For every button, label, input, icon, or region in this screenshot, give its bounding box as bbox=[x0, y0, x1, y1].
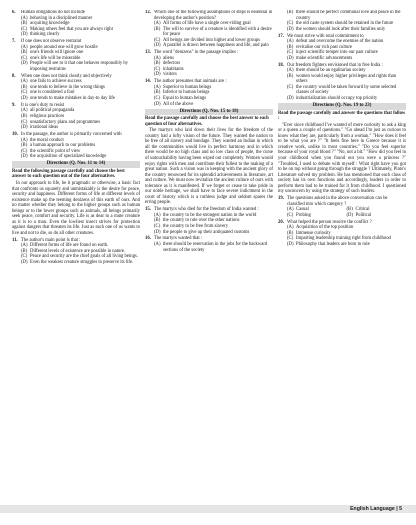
option-label: (D) bbox=[21, 95, 28, 101]
option-list bbox=[154, 213, 273, 235]
option-label: (B) bbox=[287, 230, 294, 236]
question-number: 12. bbox=[145, 10, 151, 15]
option-label: (C) bbox=[287, 50, 294, 56]
option-label: (A) bbox=[21, 108, 28, 114]
directions-text: Read the passage carefully and choose the best answer to each question of four alternatives. bbox=[145, 116, 269, 127]
answer-option bbox=[287, 10, 406, 21]
question-line bbox=[145, 10, 273, 21]
passage-text: "Ever since childhood I've wanted of more curiosity to ask a king or a queen a couple of questions." "Go ahead I'm just as curious to know what they are, particularly from a woman." "How does it feel to be what you are ?" "It feels fine here in Greece because it is creative work, unlike in most countries." "Do you feel superior because of your royal blood ?" "No, not a bit." "How did you feel in your childhood when you found out you were a princess ?" "Troubled, I used to debate with myself : What right have you got to be on top without going through the struggle ? Ultimately, Plato's Literature solved my problem. He has mentioned that each class of society has its own functions and accordingly, leaders in order to perform them had to be trained for it from childhood. I questioned my unconcern by using the strategy of such leaders. bbox=[278, 122, 406, 195]
answer-option bbox=[21, 154, 140, 160]
option-label: (A) bbox=[21, 79, 28, 85]
directions-header: Directions (Q. Nos. 19 to 23) bbox=[278, 103, 406, 110]
option-label: (C) bbox=[287, 21, 294, 27]
option-list bbox=[21, 243, 140, 265]
option-label: (C) bbox=[287, 236, 294, 242]
option-label: (D) bbox=[21, 61, 28, 67]
option-text: irrational ideas bbox=[30, 125, 58, 131]
option-label: (D) bbox=[287, 241, 294, 247]
option-label: (B) bbox=[21, 84, 28, 90]
option-text: defeat and overcome the enemies of the nation bbox=[296, 39, 384, 45]
question-number: 15. bbox=[145, 207, 151, 213]
option-pair-left bbox=[287, 213, 347, 219]
option-label: (C) bbox=[21, 119, 28, 125]
question-number: 11. bbox=[12, 237, 18, 243]
option-label: (A) bbox=[21, 44, 28, 50]
option-text: Superior to human beings bbox=[163, 84, 212, 90]
answer-option bbox=[154, 43, 273, 49]
option-label: (B) bbox=[154, 218, 161, 224]
option-text: behaving in a disciplined manner bbox=[30, 15, 93, 21]
option-label: (A) bbox=[21, 243, 28, 249]
option-text: make scientific advancements bbox=[296, 55, 353, 61]
option-label: (C) bbox=[154, 95, 161, 101]
option-text: inhabitants bbox=[163, 66, 184, 72]
option-text: All forms of life have a single over-riding goal bbox=[163, 21, 251, 27]
option-text: Philosophy that leaders are born to rule bbox=[296, 241, 370, 247]
option-label: (B) bbox=[287, 73, 294, 79]
passage-text: In our approach to life, be it pragmatic or otherwise, a basic fact that confronts us squarely and unmistakably is the desire for peace, security and happiness. Different forms of life at different levels of existence make up the teeming denizens of this earth of ours. And no matter whether they belong to the higher groups such as human beings or to the lower groups such as animals, all beings primarily seek peace, comfort and security. Life is as dear to a mute creature as it is to a man. Even the lowliest insect strives for protection against dangers that threaten its life. Just as each one of us wants to live and not to die, so do all other creatures. bbox=[12, 180, 140, 236]
option-text: Inferior to human beings bbox=[163, 90, 210, 96]
option-label: (B) bbox=[346, 207, 353, 213]
option-text: the women should look after their families only bbox=[296, 26, 386, 32]
question-text: The author presumes that animals are : bbox=[154, 79, 227, 85]
directions-text: Read the following passage carefully and choose the best answer to each question out of the four alternatives. bbox=[12, 168, 125, 180]
option-label: (D) bbox=[21, 32, 28, 38]
option-label: (A) bbox=[154, 241, 161, 247]
question bbox=[145, 10, 273, 21]
question-text: Human obligations do not include bbox=[21, 10, 85, 15]
question-number: 19. bbox=[278, 196, 284, 202]
option-text: the country to rule over the other nations bbox=[163, 218, 240, 224]
option-text: religious practices bbox=[30, 114, 65, 120]
option-text: the acquisition of specialized knowledge bbox=[30, 154, 107, 160]
option-label: (C) bbox=[154, 37, 161, 43]
option-text: A parallel is drawn between happiness and life, and pain bbox=[163, 43, 269, 49]
answer-option bbox=[154, 230, 273, 236]
option-label: (A) bbox=[287, 225, 294, 231]
option-label: (D) bbox=[21, 154, 28, 160]
question-number: 10. bbox=[12, 132, 18, 138]
footer-label: English Language | 5 bbox=[350, 506, 402, 512]
column-middle bbox=[145, 10, 273, 506]
option-label: (C) bbox=[21, 90, 28, 96]
option-text: one tends to make mistakes in day-to day life bbox=[30, 95, 115, 101]
option-label: (D) bbox=[346, 212, 354, 218]
option-text: women would enjoy higher privileges and rights than others bbox=[296, 73, 397, 85]
question-text: The martyrs wanted that : bbox=[154, 236, 203, 242]
option-list bbox=[287, 225, 406, 247]
option-text: one's friends will ignore one bbox=[30, 50, 84, 56]
option-text: one tends to believe in the wrong things bbox=[30, 84, 105, 90]
option-label: (D) bbox=[287, 95, 294, 101]
directions-text: Read the passage carefully and answer the questions that follow : bbox=[278, 110, 406, 122]
question-number: 8. bbox=[12, 73, 16, 79]
option-text: Immense curiosity bbox=[296, 230, 331, 236]
option-text: acquiring knowledge bbox=[30, 21, 70, 27]
option-label: (D) bbox=[21, 260, 28, 266]
option-text: Political bbox=[355, 212, 372, 218]
option-label: (D) bbox=[154, 229, 161, 235]
option-list bbox=[21, 79, 140, 101]
option-text: the country to be free from slavery bbox=[163, 223, 229, 229]
option-list bbox=[21, 45, 140, 73]
option-text: Peace and security are the chief goals of all living beings. bbox=[30, 254, 138, 260]
question-text: The martyrs who died for the freedom of India wanted : bbox=[154, 207, 259, 213]
answer-option bbox=[287, 27, 406, 33]
option-label: (D) bbox=[287, 55, 294, 61]
question-number: 7. bbox=[12, 39, 16, 45]
option-label: (B) bbox=[287, 10, 294, 15]
option-text: All beings are divided into higher and lower groups bbox=[163, 37, 260, 43]
option-text: people around one will grow hostile bbox=[30, 44, 98, 50]
question-text: Which one of the following assumptions or steps is essential in developing the author's position? bbox=[154, 10, 273, 21]
option-label: (B) bbox=[21, 50, 28, 56]
option-text: visitors bbox=[163, 72, 177, 78]
option-text: defectors bbox=[163, 61, 181, 67]
columns bbox=[12, 10, 406, 506]
question-text: The word "denizens" in the passage implies : bbox=[154, 50, 239, 56]
option-label: (B) bbox=[21, 114, 28, 120]
page-footer bbox=[0, 503, 416, 525]
option-text: there should be perfect communal love and peace in the country bbox=[296, 10, 401, 21]
option-label: (A) bbox=[154, 212, 161, 218]
answer-option bbox=[21, 260, 140, 266]
option-label: (D) bbox=[154, 43, 161, 49]
option-text: inject scientific temper into our past culture bbox=[296, 50, 378, 56]
column-left bbox=[12, 10, 140, 506]
option-text: one is considered a fool bbox=[30, 90, 75, 96]
option-text: the country to be the strongest nation in the world bbox=[163, 212, 257, 218]
option-text: Critical bbox=[355, 207, 370, 213]
option-text: the scientific point of view bbox=[30, 148, 81, 154]
question-text: The author's main point is that : bbox=[21, 237, 81, 243]
question bbox=[278, 196, 406, 207]
option-label: (C) bbox=[287, 84, 294, 90]
passage-text: The martyrs who laid down their lives for the freedom of the country had a lofty vision of the future. They wanted the nation to be free of all slavery and bondage. They wanted an Indian in which all the communities would live in perfect harmony and in which there would be no high class and no low class of people, the curse of untouchability having been wiped out completely. Women would enjoy rights with men and contribute their fullest to the making of a great nation. Such a vision was in keeping with the ancient glory of the country renowned for its splendid achievements in literature, art and culture. We must now revitalize the ancient culture of ours with tolerance as it is manifested. If we forget or cease to take pride in our noble heritage, we shall have to face severe indictment in the court of history which is a ruthless judge and seldom spares the erring people. bbox=[145, 128, 273, 206]
option-text: Different forms of life are found on earth. bbox=[30, 243, 109, 249]
question-text: Our freedom fighters envisioned that in free India : bbox=[287, 62, 383, 68]
option-label: (C) bbox=[154, 223, 161, 229]
option-text: there should be an egalitarian society bbox=[296, 68, 366, 74]
option-label: (C) bbox=[154, 66, 161, 72]
option-label: (A) bbox=[154, 84, 161, 90]
option-text: Imparting leadership training right from childhood bbox=[296, 236, 391, 242]
option-label: (A) bbox=[21, 137, 28, 143]
option-label: (B) bbox=[21, 143, 28, 149]
option-pair-right bbox=[347, 213, 407, 219]
option-text: Probing bbox=[296, 212, 311, 218]
option-label: (B) bbox=[21, 21, 28, 27]
answer-option bbox=[21, 125, 140, 131]
option-text: aliens bbox=[163, 55, 174, 61]
option-text: Even the weakest creature struggles to preserve its life. bbox=[30, 260, 134, 266]
option-label: (C) bbox=[21, 254, 28, 260]
option-list bbox=[287, 207, 406, 218]
option-list bbox=[21, 108, 140, 130]
option-text: Equal to human beings bbox=[163, 95, 207, 101]
option-label: (A) bbox=[154, 55, 161, 61]
option-text: revitalise our rich past culture bbox=[296, 44, 352, 50]
answer-option bbox=[154, 27, 273, 38]
option-text: All of the above bbox=[163, 101, 194, 107]
option-label: (B) bbox=[287, 44, 294, 50]
option-text: the old caste system should be retained in the future bbox=[296, 21, 394, 27]
option-text: The will to survive of a creature is identified with a desire for peace bbox=[163, 26, 272, 38]
question-text: When one does not think clearly and objectively bbox=[21, 73, 112, 79]
directions-header: Directions (Q. Nos. 11 to 14) bbox=[12, 161, 140, 168]
option-label: (C) bbox=[21, 148, 28, 154]
option-label: (D) bbox=[287, 26, 294, 32]
answer-option bbox=[21, 61, 140, 72]
question-number: 13. bbox=[145, 50, 151, 56]
option-label: (A) bbox=[21, 15, 28, 21]
option-label: (D) bbox=[154, 101, 161, 107]
answer-option bbox=[21, 96, 140, 102]
option-label: (C) bbox=[21, 26, 28, 32]
option-text: all political propaganda bbox=[30, 108, 75, 114]
option-label: (B) bbox=[154, 61, 161, 67]
answer-option bbox=[287, 213, 406, 219]
question-number: 14. bbox=[145, 79, 151, 85]
option-text: the people to give up their antiquated customs bbox=[163, 229, 250, 235]
question-number: 9. bbox=[12, 102, 16, 108]
question-text: We must strive with total commitment to bbox=[287, 33, 364, 39]
question-number: 20. bbox=[278, 219, 284, 225]
option-text: Different levels of existence are possible in nature. bbox=[30, 248, 126, 254]
question-text: What helped the person resolve the conflict ? bbox=[287, 219, 372, 225]
option-text: Acquisition of the top position bbox=[296, 225, 354, 231]
question-number: 6. bbox=[12, 10, 16, 15]
option-text: a human approach to our problems bbox=[30, 143, 96, 149]
option-label: (A) bbox=[287, 68, 294, 74]
option-label: (A) bbox=[154, 21, 161, 27]
question-text: In the passage, the author is primarily concerned with bbox=[21, 132, 122, 138]
answer-option bbox=[21, 32, 140, 38]
answer-option bbox=[287, 74, 406, 85]
option-label: (C) bbox=[21, 55, 28, 61]
answer-option bbox=[287, 85, 406, 96]
answer-option bbox=[154, 242, 273, 253]
directions-header: Directions (Q. Nos. 15 to 18) bbox=[145, 109, 273, 116]
option-list bbox=[287, 39, 406, 61]
option-list bbox=[21, 16, 140, 38]
column-right bbox=[278, 10, 406, 506]
option-label: (B) bbox=[154, 90, 161, 96]
option-list bbox=[154, 242, 273, 253]
answer-option bbox=[154, 72, 273, 78]
answer-option bbox=[287, 242, 406, 248]
option-label: (A) bbox=[287, 39, 294, 45]
option-text: thinking clearly bbox=[30, 32, 60, 38]
option-text: industrialization should occupy top priority bbox=[296, 95, 378, 101]
option-text: People will see to it that one behaves responsibly by imposing restraints bbox=[30, 61, 129, 72]
option-list bbox=[287, 10, 406, 32]
option-list bbox=[154, 85, 273, 107]
option-text: one's life will be miserable bbox=[30, 55, 81, 61]
answer-option bbox=[154, 102, 273, 108]
option-text: one fails to achieve success bbox=[30, 79, 82, 85]
question-text: If one does not observe restraint bbox=[21, 39, 82, 45]
question-number: 18. bbox=[278, 62, 284, 68]
option-label: (C) bbox=[287, 212, 294, 218]
option-label: (A) bbox=[287, 207, 294, 213]
question-number: 16. bbox=[145, 236, 151, 242]
option-label: (D) bbox=[21, 125, 28, 131]
option-list bbox=[287, 68, 406, 101]
question-line bbox=[278, 196, 406, 207]
option-label: (D) bbox=[154, 72, 161, 78]
option-list bbox=[154, 21, 273, 49]
option-text: Casual bbox=[296, 207, 309, 213]
question-number: 17. bbox=[278, 33, 284, 39]
option-text: there should be reservation in the jobs for the backward sections of the society bbox=[163, 241, 268, 253]
answer-option bbox=[287, 56, 406, 62]
question-text: The questions asked in the above conversation can be classified into which category ? bbox=[287, 196, 388, 207]
option-text: the country would be taken forward by some selected classes of society bbox=[296, 84, 397, 96]
option-text: the moral conduct bbox=[30, 137, 64, 143]
option-label: (B) bbox=[154, 26, 161, 32]
answer-option bbox=[287, 96, 406, 102]
option-list bbox=[154, 56, 273, 78]
question-text: It is one's duty to resist bbox=[21, 102, 65, 108]
option-text: unsatisfactory plans and programmes bbox=[30, 119, 100, 125]
option-text: Making others feel that you are always right bbox=[30, 26, 113, 32]
option-label: (B) bbox=[21, 248, 28, 254]
option-list bbox=[21, 138, 140, 160]
